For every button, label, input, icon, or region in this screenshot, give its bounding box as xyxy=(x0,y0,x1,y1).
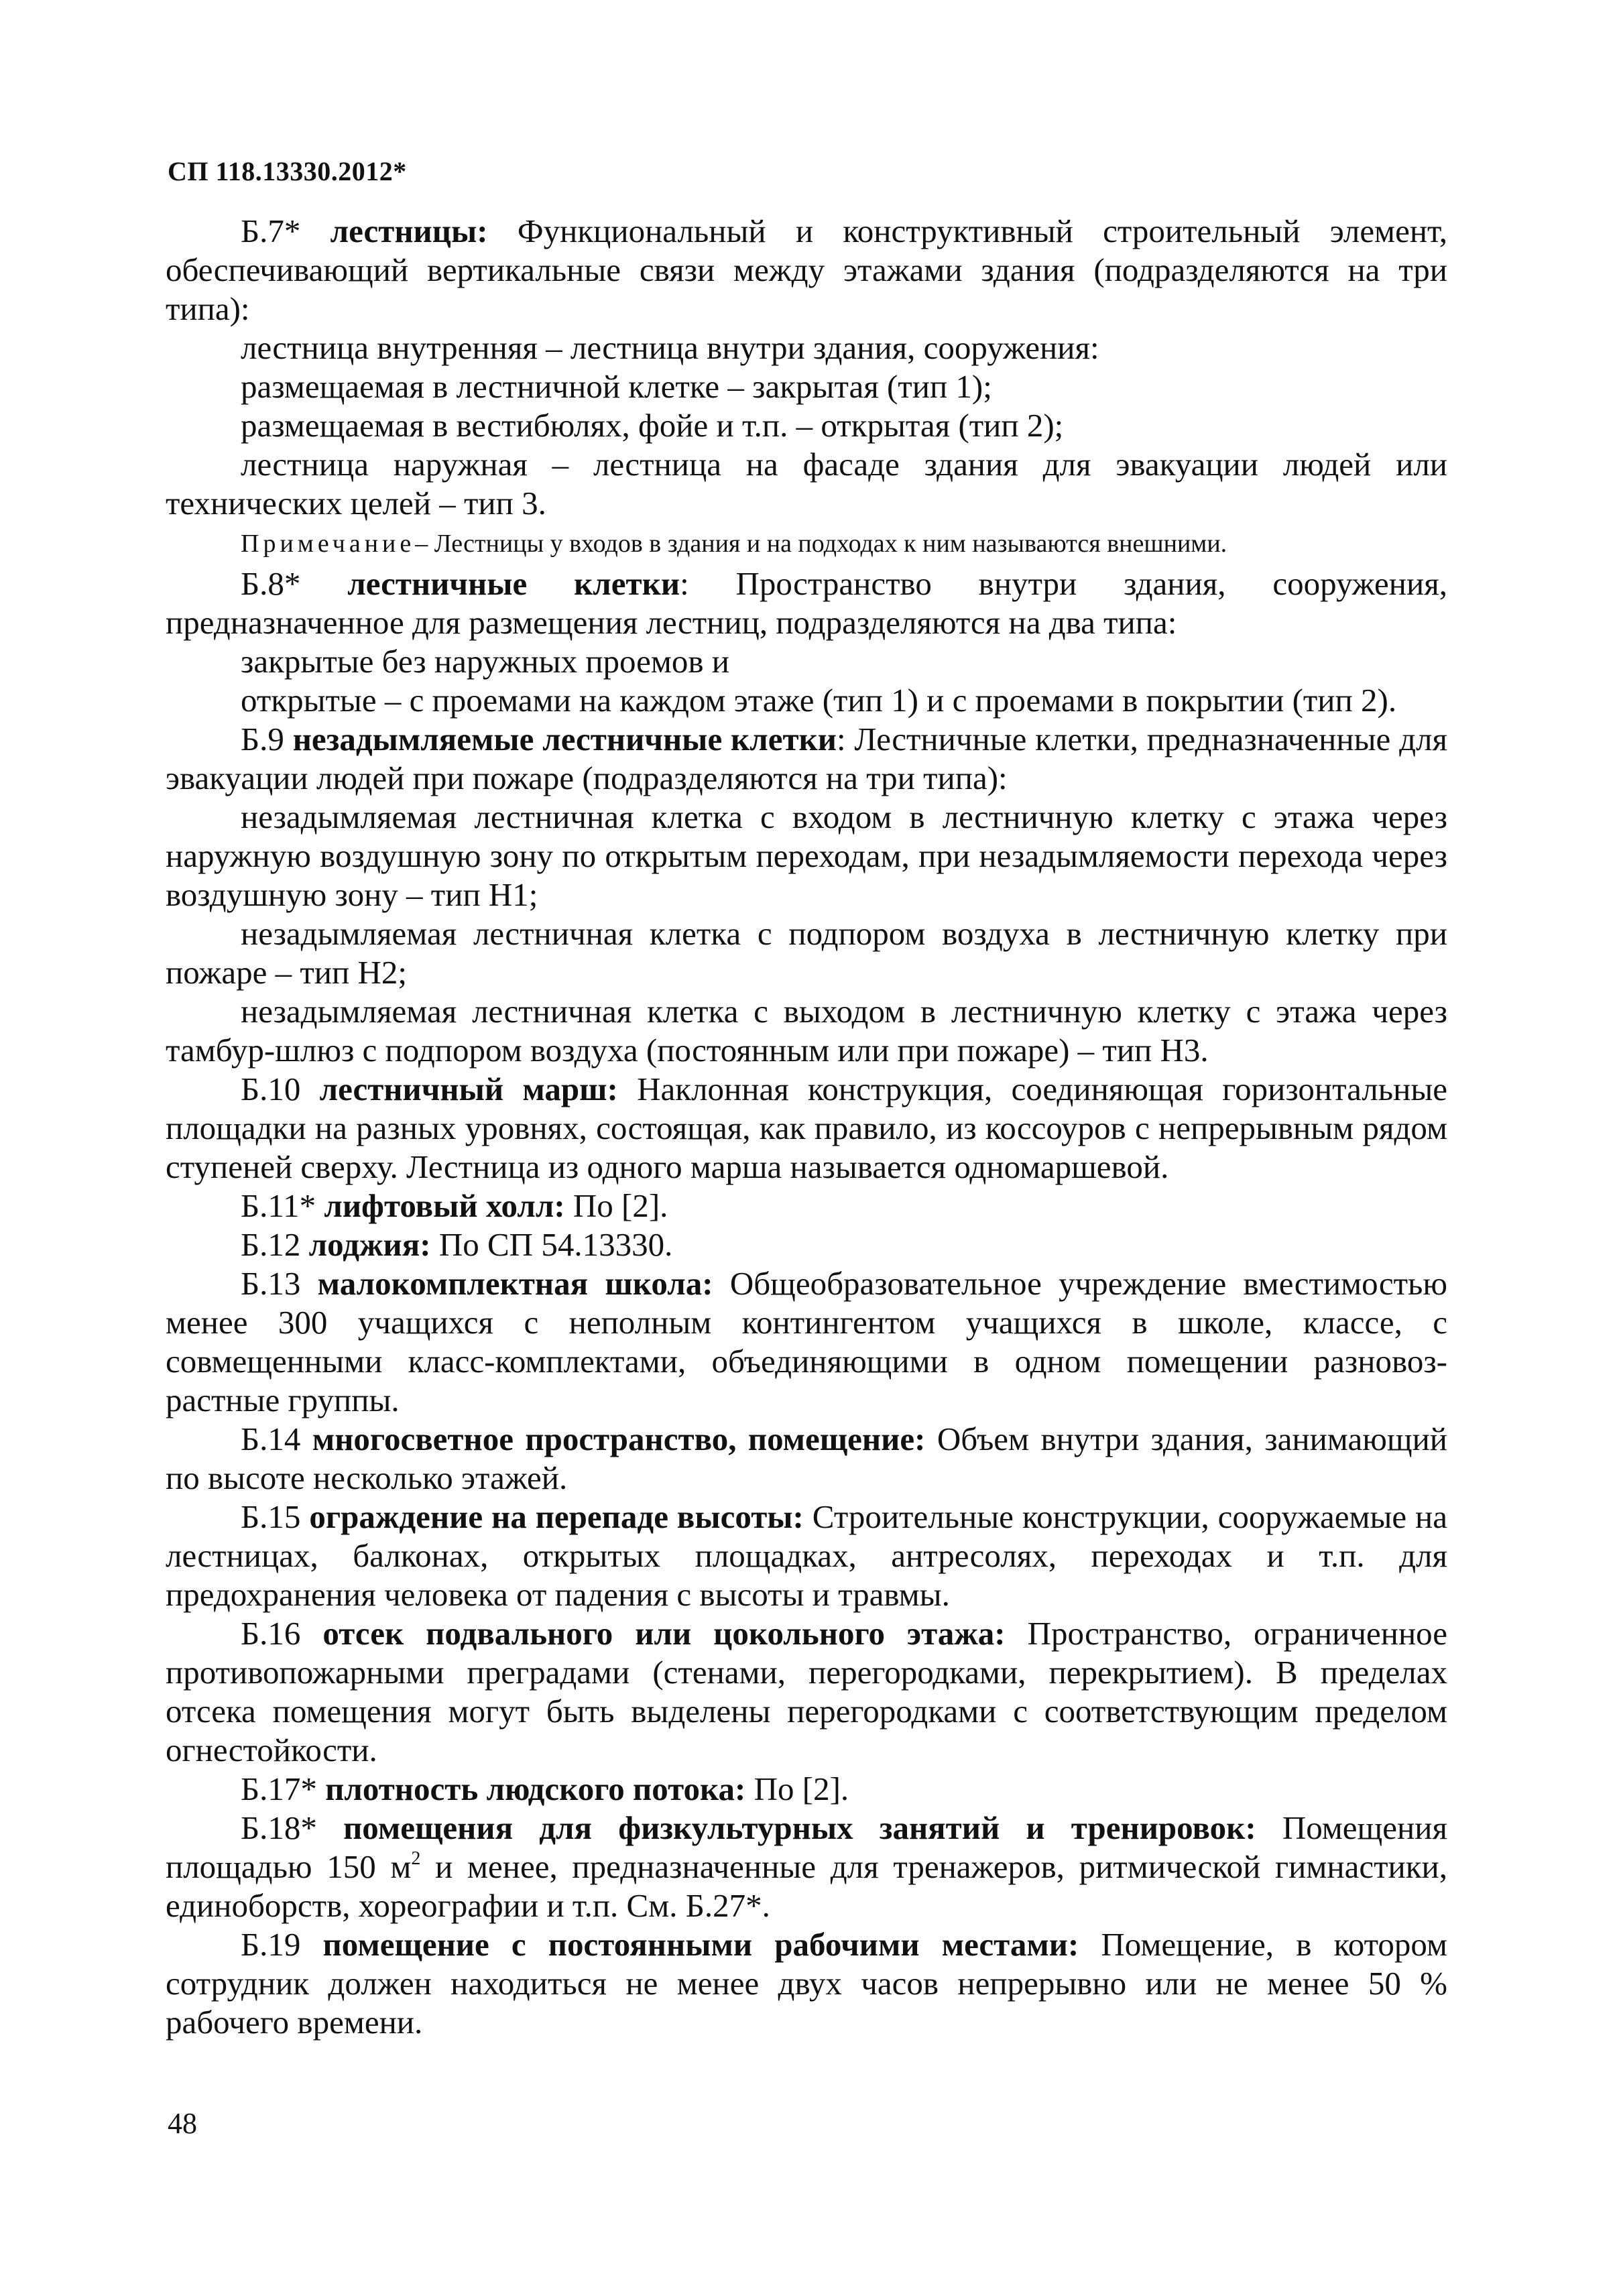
section-b13 xyxy=(166,1264,1447,1420)
definition: Пространство, ограниченное противопожарными преградами (стенами, перегородками, перекрытием). В пределах отсека помещения могут быть выделены перегородками с соответствующим пределом огнестойкости. xyxy=(166,1615,1448,1768)
note-label: Примечание xyxy=(241,530,416,558)
note xyxy=(166,523,1447,564)
definition-cont: и менее, предназначенные для тренажеров, ритмической гимнастики, единоборств, хореографии и т.п. См. Б.27*. xyxy=(166,1848,1447,1924)
section-b8 xyxy=(166,564,1447,642)
definition: Наклонная конструкция, соединяющая горизонтальные площадки на разных уровнях, состоящая, как правило, из коссоуров с непрерывным рядом ступеней сверху. Лестница из одного марша называется одномаршевой. xyxy=(166,1071,1447,1185)
term: помещение с постоянными рабочими местами: xyxy=(322,1926,1079,1963)
section-b12 xyxy=(166,1225,1447,1264)
definition: Помещения площадью 150 м xyxy=(166,1809,1448,1885)
list-item: лестница внутренняя – лестница внутри здания, сооружения: xyxy=(241,329,1099,366)
clause-number: Б.8* xyxy=(241,565,301,602)
clause-number: Б.19 xyxy=(241,1926,301,1963)
term: помещения для физкультурных занятий и тренировок: xyxy=(343,1809,1256,1846)
definition: По [2]. xyxy=(573,1187,668,1224)
section-b14 xyxy=(166,1420,1447,1498)
definition: Объем внутри здания, занимающий по высоте несколько этажей. xyxy=(166,1421,1448,1496)
definition: По СП 54.13330. xyxy=(438,1226,673,1263)
clause-number: Б.13 xyxy=(241,1265,301,1302)
section-b7 xyxy=(166,212,1447,328)
term: ограждение на перепаде высоты: xyxy=(309,1498,804,1535)
definition: Строительные конструкции, сооружаемые на лестницах, балконах, открытых площадках, антресолях, переходах и т.п. для предохранения человека от падения с высоты и травмы. xyxy=(166,1498,1448,1613)
term: плотность людского потока: xyxy=(325,1770,746,1807)
term: многосветное пространство, помещение: xyxy=(312,1421,926,1457)
superscript: 2 xyxy=(411,1848,421,1869)
definition: : Лестничные клетки, предназначенные для эвакуации людей при пожаре (подразделяются на три типа): xyxy=(166,721,1447,796)
definition: : Пространство внутри здания, сооружения, предназначенное для размещения лестниц, подразделяются на два типа: xyxy=(166,565,1447,641)
clause-number: Б.9 xyxy=(241,721,284,758)
clause-number: Б.15 xyxy=(241,1498,301,1535)
section-b18 xyxy=(166,1809,1447,1925)
document-body xyxy=(166,212,1447,2042)
section-b19 xyxy=(166,1925,1447,2042)
clause-number: Б.7* xyxy=(241,213,301,249)
clause-number: Б.17* xyxy=(241,1770,317,1807)
clause-number: Б.16 xyxy=(241,1615,301,1652)
definition: Функциональный и конструктивный строительный элемент, обеспечивающий вертикальные связи между этажами здания (подразделяются на три типа): xyxy=(166,213,1448,327)
term: лестничный марш: xyxy=(319,1071,618,1107)
section-b15 xyxy=(166,1498,1447,1614)
list-item: незадымляемая лестничная клетка с выходом в лестничную клетку с этажа через тамбур-шлюз с подпором воздуха (постоянным или при пожаре) – тип Н3. xyxy=(166,993,1447,1069)
clause-number: Б.14 xyxy=(241,1421,301,1457)
clause-number: Б.11* xyxy=(241,1187,316,1224)
list-item: открытые – с проемами на каждом этаже (тип 1) и с проемами в покрытии (тип 2). xyxy=(241,682,1397,719)
term: лифтовый холл: xyxy=(324,1187,565,1224)
list-item: размещаемая в лестничной клетке – закрытая (тип 1); xyxy=(241,368,992,405)
note-text: – Лестницы у входов в здания и на подходах к ним называются внешними. xyxy=(415,530,1227,558)
document-header: СП 118.13330.2012* xyxy=(168,156,407,186)
clause-number: Б.12 xyxy=(241,1226,301,1263)
list-item: закрытые без наружных проемов и xyxy=(241,643,730,680)
term: лоджия: xyxy=(308,1226,431,1263)
list-item: незадымляемая лестничная клетка с подпором воздуха в лестничную клетку при пожаре – тип Н2; xyxy=(166,915,1447,991)
definition: Общеобразовательное учреждение вместимостью менее 300 учащихся с неполным контингентом учащихся в школе, классе, с совмещенными класс-комплектами, объединяющими в одном помещении разновоз-растные группы. xyxy=(166,1265,1448,1418)
section-b16 xyxy=(166,1614,1447,1770)
list-item: незадымляемая лестничная клетка с входом в лестничную клетку с этажа через наружную воздушную зону по открытым переходам, при незадымляемости перехода через воздушную зону – тип Н1; xyxy=(166,798,1447,913)
definition: Помещение, в котором сотрудник должен находиться не менее двух часов непрерывно или не менее 50 % рабочего времени. xyxy=(166,1926,1447,2041)
clause-number: Б.18* xyxy=(241,1809,317,1846)
definition: По [2]. xyxy=(754,1770,849,1807)
term: лестничные клетки xyxy=(347,565,680,602)
term: малокомплектная школа: xyxy=(317,1265,713,1302)
term: лестницы: xyxy=(330,213,488,249)
section-b11 xyxy=(166,1187,1447,1225)
section-b9 xyxy=(166,720,1447,798)
list-item: лестница наружная – лестница на фасаде здания для эвакуации людей или технических целей – тип 3. xyxy=(166,446,1447,522)
clause-number: Б.10 xyxy=(241,1071,301,1107)
section-b10 xyxy=(166,1070,1447,1187)
term: незадымляемые лестничные клетки xyxy=(292,721,837,758)
list-item: размещаемая в вестибюлях, фойе и т.п. – открытая (тип 2); xyxy=(241,407,1064,444)
page-number: 48 xyxy=(168,2107,197,2140)
term: отсек подвального или цокольного этажа: xyxy=(322,1615,1006,1652)
section-b17 xyxy=(166,1770,1447,1809)
